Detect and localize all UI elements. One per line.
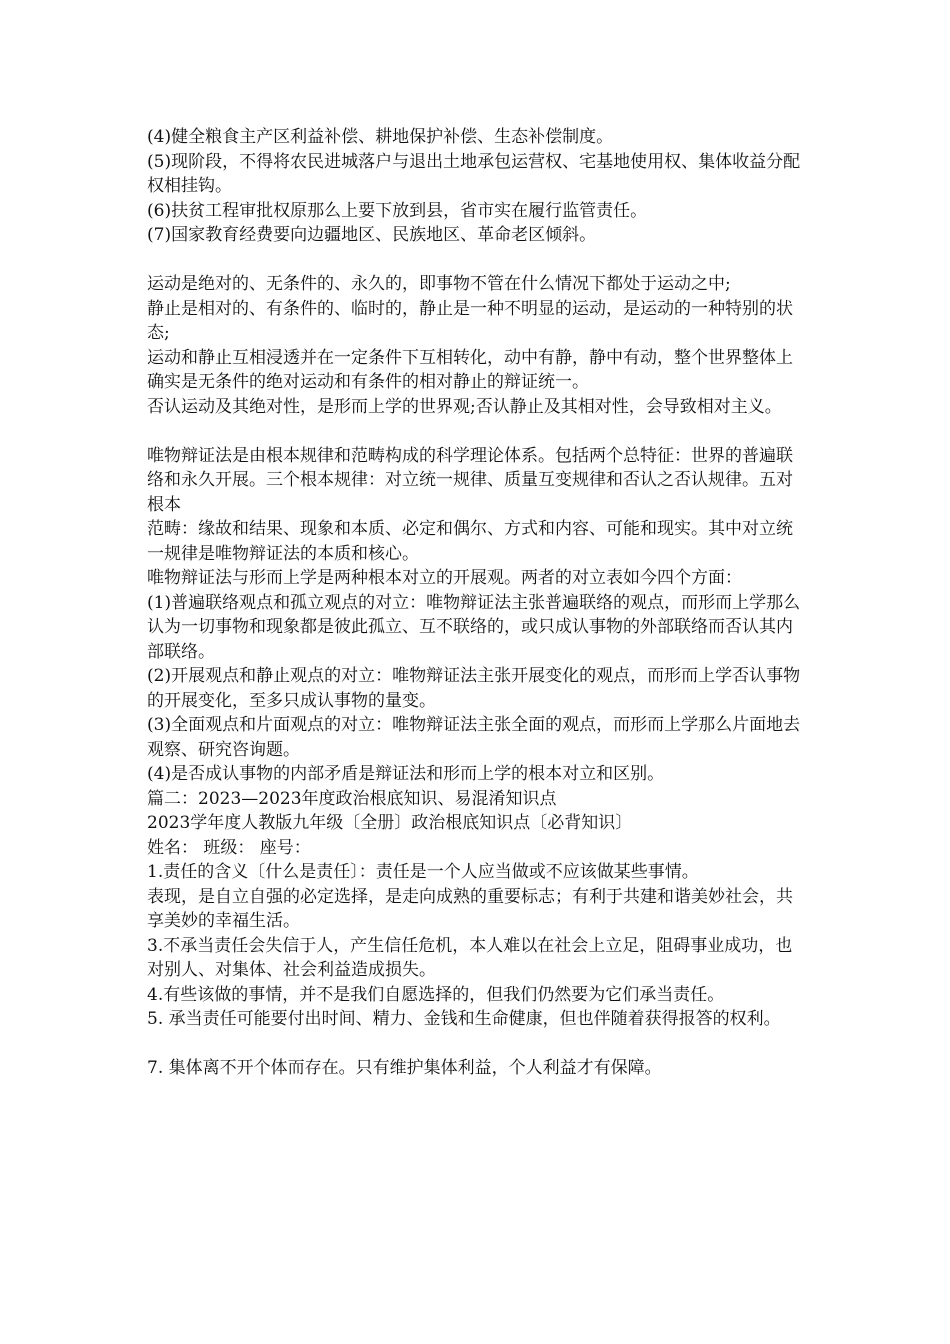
paragraph: 运动是绝对的、无条件的、永久的，即事物不管在什么情况下都处于运动之中;: [147, 274, 731, 294]
paragraph: (2)开展观点和静止观点的对立：唯物辩证法主张开展变化的观点，而形而上学否认事物的开展变化，至多只成认事物的量变。: [147, 666, 801, 711]
paragraph: 否认运动及其绝对性，是形而上学的世界观;否认静止及其相对性，会导致相对主义。: [147, 396, 782, 417]
blank-line: [147, 248, 807, 273]
paragraph: 7. 集体离不开个体而存在。只有维护集体利益，个人利益才有保障。: [147, 1058, 662, 1078]
blank-line: [147, 419, 807, 444]
paragraph: (5)现阶段，不得将农民进城落户与退出土地承包运营权、宅基地使用权、集体收益分配权相挂钩。: [147, 151, 801, 196]
paragraph: (3)全面观点和片面观点的对立：唯物辩证法主张全面的观点，而形而上学那么片面地去观察、研究咨询题。: [147, 715, 801, 760]
paragraph: (4)健全粮食主产区利益补偿、耕地保护补偿、生态补偿制度。: [147, 127, 614, 147]
section-motion-rest: [147, 272, 807, 419]
paragraph: (4)是否成认事物的内部矛盾是辩证法和形而上学的根本对立和区别。: [147, 764, 665, 784]
paragraph: (7)国家教育经费要向边疆地区、民族地区、革命老区倾斜。: [147, 225, 597, 245]
paragraph: 唯物辩证法与形而上学是两种根本对立的开展观。两者的对立表如今四个方面：: [147, 568, 742, 588]
document-title: 2023学年度人教版九年级〔全册〕政治根底知识点〔必背知识〕: [147, 813, 633, 833]
paragraph: 静止是相对的、有条件的、临时的，静止是一种不明显的运动，是运动的一种特别的状态;: [147, 298, 793, 343]
section-policy-list: [147, 125, 807, 248]
paragraph: 唯物辩证法是由根本规律和范畴构成的科学理论体系。包括两个总特征：世界的普遍联络和永久开展。三个根本规律：对立统一规律、质量互变规律和否认之否认规律。五对根本: [147, 445, 793, 515]
paragraph: 3.不承当责任会失信于人，产生信任危机，本人难以在社会上立足，阻碍事业成功，也对别人、对集体、社会利益造成损失。: [147, 935, 793, 980]
section-heading: 篇二：2023—2023年度政治根底知识、易混淆知识点: [147, 788, 557, 809]
paragraph: 范畴：缘故和结果、现象和本质、必定和偶尔、方式和内容、可能和现实。其中对立统一规律是唯物辩证法的本质和核心。: [147, 519, 793, 564]
section-collective: [147, 1056, 807, 1081]
section-dialectics: [147, 444, 807, 1032]
document-page: [147, 125, 807, 1081]
blank-line: [147, 1032, 807, 1057]
paragraph: 运动和静止互相浸透并在一定条件下互相转化，动中有静，静中有动，整个世界整体上确实是无条件的绝对运动和有条件的相对静止的辩证统一。: [147, 347, 793, 392]
name-class-seat-line: 姓名： 班级： 座号：: [147, 837, 311, 858]
paragraph: 1.责任的含义〔什么是责任〕：责任是一个人应当做或不应该做某些事情。: [147, 862, 699, 882]
paragraph: (6)扶贫工程审批权原那么上要下放到县，省市实在履行监管责任。: [147, 200, 648, 221]
paragraph: 4.有些该做的事情，并不是我们自愿选择的，但我们仍然要为它们承当责任。: [147, 984, 725, 1005]
paragraph: 表现，是自立自强的必定选择，是走向成熟的重要标志；有利于共建和谐美妙社会，共享美妙的幸福生活。: [147, 886, 793, 931]
paragraph: 5. 承当责任可能要付出时间、精力、金钱和生命健康，但也伴随着获得报答的权利。: [147, 1009, 781, 1029]
paragraph: (1)普遍联络观点和孤立观点的对立：唯物辩证法主张普遍联络的观点，而形而上学那么认为一切事物和现象都是彼此孤立、互不联络的，或只成认事物的外部联络而否认其内部联络。: [147, 592, 801, 662]
